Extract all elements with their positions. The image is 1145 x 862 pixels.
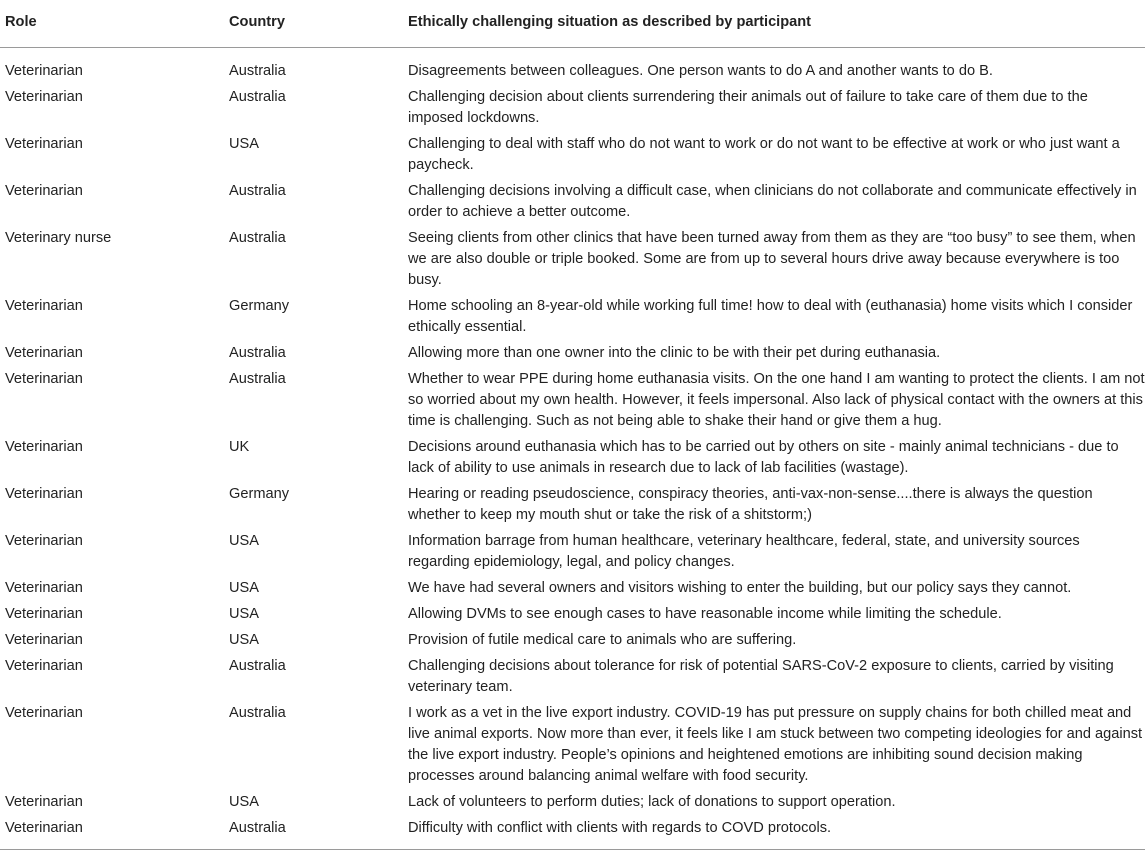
cell-description: Information barrage from human healthcare, veterinary healthcare, federal, state, and university sources regarding epidemiology, legal, and policy changes.	[408, 533, 1080, 570]
cell-role: Veterinarian	[5, 486, 83, 502]
cell-description: Challenging to deal with staff who do not want to work or do not want to be effective at work or who just want a paycheck.	[408, 136, 1120, 173]
table-row	[0, 48, 1145, 85]
cell-role: Veterinarian	[5, 345, 83, 361]
cell-role: Veterinarian	[5, 439, 83, 455]
cell-country: Germany	[229, 298, 290, 314]
cell-description: Provision of futile medical care to animals who are suffering.	[408, 632, 797, 648]
cell-role: Veterinarian	[0, 815, 229, 850]
table-row	[0, 700, 1145, 789]
cell-country: Australia	[229, 230, 286, 246]
cell-country: Australia	[229, 89, 286, 105]
cell-country: USA	[229, 794, 260, 810]
cell-description: Allowing DVMs to see enough cases to have reasonable income while limiting the schedule.	[408, 606, 1002, 622]
table-row	[0, 789, 1145, 815]
column-header-description: Ethically challenging situation as described by participant	[408, 0, 1145, 48]
cell-country: Australia	[229, 815, 408, 850]
table-row	[0, 366, 1145, 434]
cell-country: Germany	[229, 486, 290, 502]
table-body	[0, 48, 1145, 850]
cell-country: Australia	[229, 345, 286, 361]
cell-role: Veterinarian	[5, 298, 83, 314]
table-row	[0, 481, 1145, 528]
table-header	[0, 0, 1145, 48]
cell-description: Allowing more than one owner into the clinic to be with their pet during euthanasia.	[408, 345, 941, 361]
table-row	[0, 815, 1145, 850]
cell-description: Challenging decisions involving a difficult case, when clinicians do not collaborate and communicate effectively in order to achieve a better outcome.	[408, 183, 1137, 220]
table-row	[0, 131, 1145, 178]
cell-description: I work as a vet in the live export industry. COVID-19 has put pressure on supply chains for both chilled meat and live animal exports. Now more than ever, it feels like I am stuck between two competing ideologies for and against the live export industry. People’s opinions and heightened emotions are inhibiting sound decision making processes around balancing animal welfare with food security.	[408, 705, 1143, 784]
cell-role: Veterinarian	[5, 183, 83, 199]
cell-description: Challenging decisions about tolerance for risk of potential SARS-CoV-2 exposure to clients, carried by visiting veterinary team.	[408, 658, 1114, 695]
cell-description: Hearing or reading pseudoscience, conspiracy theories, anti-vax-non-sense....there is always the question whether to keep my mouth shut or take the risk of a shitstorm;)	[408, 486, 1093, 523]
cell-country: USA	[229, 533, 260, 549]
cell-description: Lack of volunteers to perform duties; lack of donations to support operation.	[408, 794, 896, 810]
cell-role: Veterinarian	[5, 63, 83, 79]
cell-description: Decisions around euthanasia which has to be carried out by others on site - mainly animal technicians - due to lack of ability to use animals in research due to lack of lab facilities (wastage).	[408, 439, 1119, 476]
cell-role: Veterinarian	[5, 794, 83, 810]
cell-role: Veterinarian	[5, 89, 83, 105]
table-row	[0, 627, 1145, 653]
cell-description: Whether to wear PPE during home euthanasia visits. On the one hand I am wanting to protect the clients. I am not so worried about my own health. However, it feels impersonal. Also lack of physical contact with the owners at this time is challenging. Such as not being able to shake their hand or give them a hug.	[408, 371, 1145, 429]
cell-role: Veterinary nurse	[5, 230, 112, 246]
column-header-country: Country	[229, 0, 408, 48]
cell-description: Difficulty with conflict with clients with regards to COVD protocols.	[408, 815, 1145, 850]
table-row	[0, 601, 1145, 627]
cell-role: Veterinarian	[5, 606, 83, 622]
table-row	[0, 340, 1145, 366]
cell-role: Veterinarian	[5, 705, 83, 721]
table-row	[0, 653, 1145, 700]
cell-country: USA	[229, 580, 260, 596]
table-row	[0, 575, 1145, 601]
cell-role: Veterinarian	[5, 658, 83, 674]
column-header-role: Role	[0, 0, 229, 48]
table-row	[0, 293, 1145, 340]
cell-role: Veterinarian	[5, 371, 83, 387]
table-row	[0, 434, 1145, 481]
table-row	[0, 84, 1145, 131]
cell-role: Veterinarian	[5, 533, 83, 549]
cell-country: Australia	[229, 658, 286, 674]
header-row	[0, 0, 1145, 48]
cell-role: Veterinarian	[5, 580, 83, 596]
cell-country: USA	[229, 632, 260, 648]
cell-description: Home schooling an 8-year-old while working full time! how to deal with (euthanasia) home visits which I consider ethically essential.	[408, 298, 1133, 335]
cell-role: Veterinarian	[5, 632, 83, 648]
cell-country: Australia	[229, 63, 286, 79]
table-row	[0, 225, 1145, 293]
cell-country: Australia	[229, 183, 286, 199]
cell-country: USA	[229, 136, 260, 152]
cell-description: Seeing clients from other clinics that have been turned away from them as they are “too busy” to see them, when we are also double or triple booked. Some are from up to several hours drive away because everywhere is too busy.	[408, 230, 1136, 288]
table-row	[0, 528, 1145, 575]
cell-description: We have had several owners and visitors wishing to enter the building, but our policy says they cannot.	[408, 580, 1072, 596]
cell-country: UK	[229, 439, 250, 455]
cell-description: Challenging decision about clients surrendering their animals out of failure to take care of them due to the imposed lockdowns.	[408, 89, 1088, 126]
cell-country: USA	[229, 606, 260, 622]
cell-description: Disagreements between colleagues. One person wants to do A and another wants to do B.	[408, 63, 993, 79]
table-row	[0, 178, 1145, 225]
cell-role: Veterinarian	[5, 136, 83, 152]
cell-country: Australia	[229, 371, 286, 387]
cell-country: Australia	[229, 705, 286, 721]
